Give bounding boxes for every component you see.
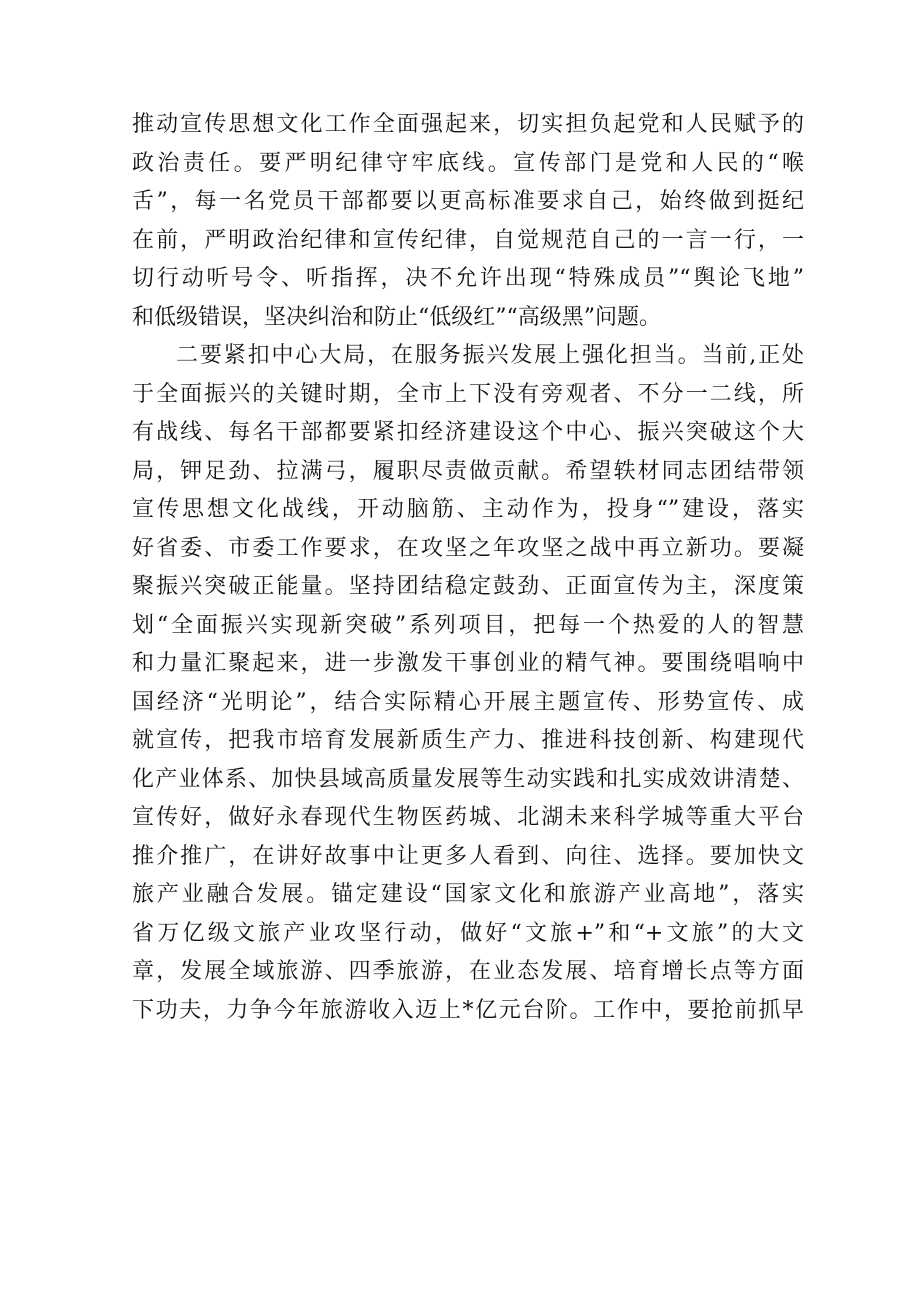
text-line: 推介推广，在讲好故事中让更多人看到、向往、选择。要加快文 [132,843,804,869]
text-line: 局，钾足劲、拉满弓，履职尽责做贡献。希望轶材同志团结带领 [132,458,804,484]
text-line: 划“全面振兴实现新突破”系列项目，把每一个热爱的人的智慧 [132,612,804,638]
text-line: 章，发展全域旅游、四季旅游，在业态发展、培育增长点等方面 [132,959,804,984]
text-line: 聚振兴突破正能量。坚持团结稳定鼓劲、正面宣传为主，深度策 [132,574,804,599]
text-line: 推动宣传思想文化工作全面强起来，切实担负起党和人民赋予的 [132,112,804,137]
text-line: 旅产业融合发展。锚定建设“国家文化和旅游产业高地”，落实 [132,882,804,907]
text-line: 切行动听号令、听指挥，决不允许出现“特殊成员”“舆论飞地” [132,266,804,291]
text-line: 宣传好，做好永春现代生物医药城、北湖未来科学城等重大平台 [132,805,804,830]
text-line: 下功夫，力争今年旅游收入迈上*亿元台阶。工作中，要抢前抓早 [132,997,804,1023]
text-line: 宣传思想文化战线，开动脑筋、主动作为，投身“”建设，落实 [132,497,804,522]
text-line: 在前，严明政治纪律和宣传纪律，自觉规范自己的一言一行，一 [132,227,804,253]
text-line: 舌”，每一名党员干部都要以更高标准要求自己，始终做到挺纪 [132,189,804,214]
body-text [132,106,804,1030]
text-line: 省万亿级文旅产业攻坚行动，做好“文旅+”和“+文旅”的大文 [132,920,804,946]
text-line: 于全面振兴的关键时期，全市上下没有旁观者、不分一二线，所 [132,381,804,407]
paragraph-first-line: 二要紧扣中心大局，在服务振兴发展上强化担当。当前,正处 [176,343,804,368]
text-line: 国经济“光明论”，结合实际精心开展主题宣传、形势宣传、成 [132,689,804,715]
text-line: 有战线、每名干部都要紧扣经济建设这个中心、振兴突破这个大 [132,420,804,445]
text-line: 好省委、市委工作要求，在攻坚之年攻坚之战中再立新功。要凝 [132,535,804,561]
text-line: 就宣传，把我市培育发展新质生产力、推进科技创新、构建现代 [132,728,804,753]
text-line: 和低级错误，坚决纠治和防止“低级红”“高级黑”问题。 [132,304,661,330]
text-line: 和力量汇聚起来，进一步激发干事创业的精气神。要围绕唱响中 [132,651,804,676]
text-line: 化产业体系、加快县域高质量发展等生动实践和扎实成效讲清楚、 [132,766,804,792]
text-line: 政治责任。要严明纪律守牢底线。宣传部门是党和人民的“喉 [132,150,804,176]
